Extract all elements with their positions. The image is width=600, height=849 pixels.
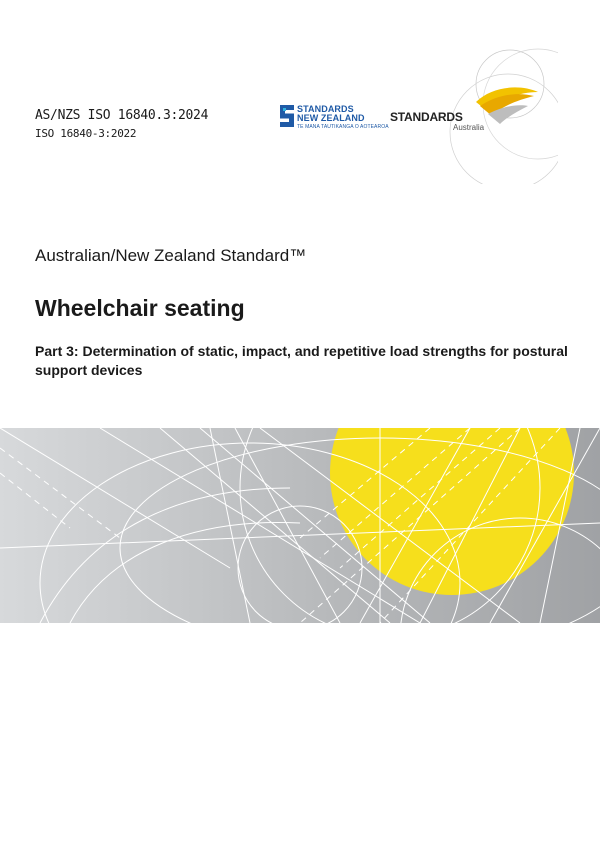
- standards-nz-tagline: TE MANA TAUTIKANGA O AOTEAROA: [297, 124, 389, 130]
- standards-nz-mark-icon: [280, 105, 294, 127]
- geometric-pattern-graphic: [0, 428, 600, 623]
- page-subtitle: Part 3: Determination of static, impact, and repetitive load strengths for postural support devices: [35, 343, 568, 378]
- standards-australia-line1: STANDARDS: [390, 110, 463, 124]
- standards-australia-line2: Australia: [453, 123, 485, 132]
- standards-australia-logo: [388, 44, 558, 184]
- standards-nz-line1: STANDARDS: [297, 104, 354, 114]
- page-title: Wheelchair seating: [35, 295, 245, 321]
- standards-nz-logo: [280, 104, 400, 134]
- standards-nz-line2: NEW ZEALAND: [297, 113, 365, 123]
- decorative-graphic-band: [0, 428, 600, 623]
- standard-code-primary: AS/NZS ISO 16840.3:2024: [35, 108, 209, 123]
- standard-code-secondary: ISO 16840-3:2022: [35, 127, 137, 140]
- standard-type-label: Australian/New Zealand Standard™: [35, 246, 307, 265]
